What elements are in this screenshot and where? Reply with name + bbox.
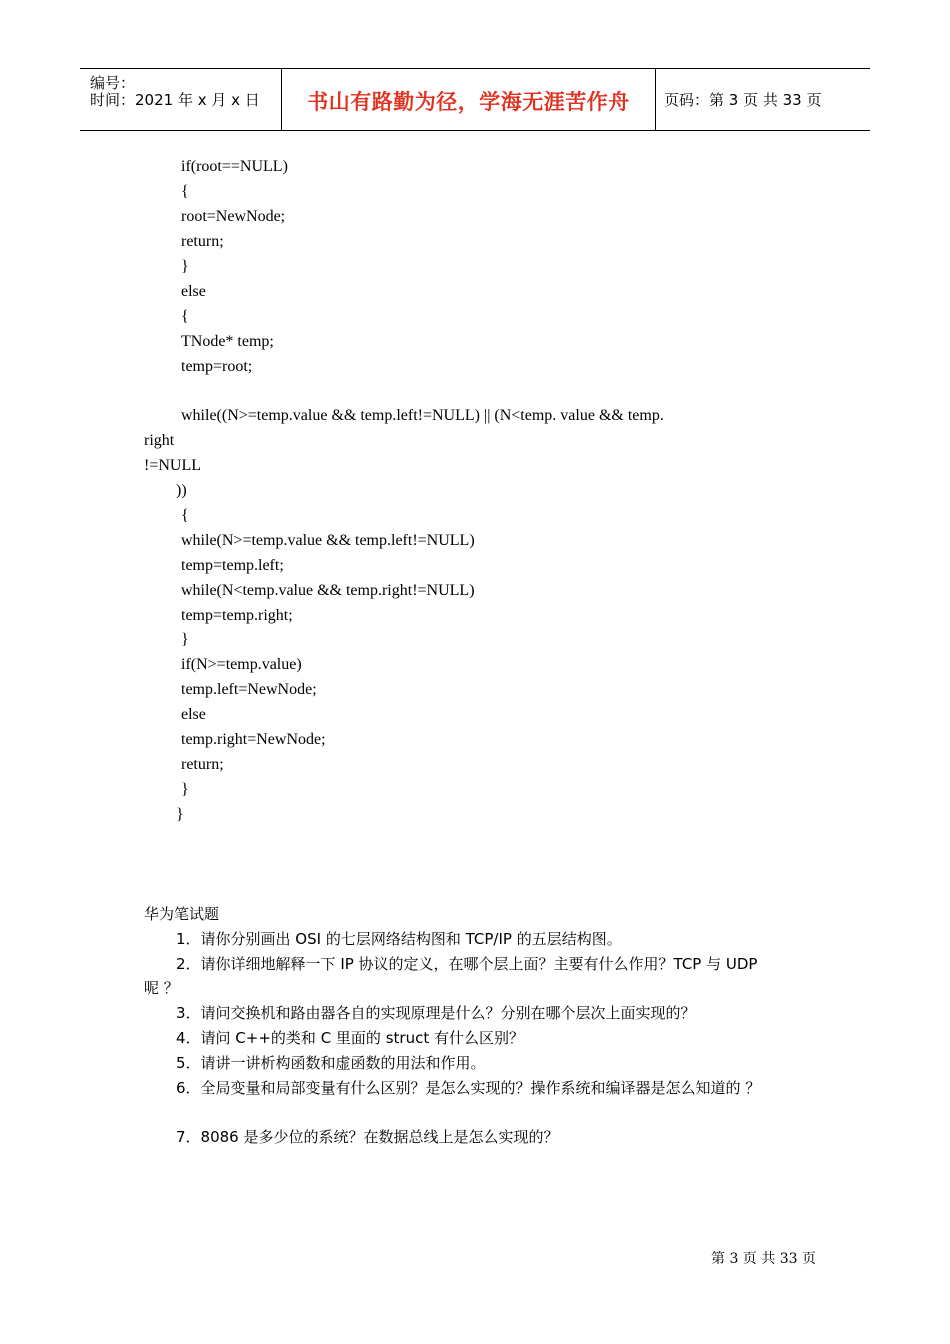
code-line: right xyxy=(144,432,175,449)
question-item: 6．全局变量和局部变量有什么区别？是怎么实现的？操作系统和编译器是怎么知道的 ？ xyxy=(176,1079,761,1097)
code-line: { xyxy=(181,308,189,325)
code-line: else xyxy=(181,283,206,300)
page-footer: 第 3 页 共 33 页 xyxy=(711,1251,816,1267)
code-line: else xyxy=(181,706,206,723)
code-line: !=NULL xyxy=(144,457,202,474)
code-line: temp.right=NewNode; xyxy=(181,731,326,748)
code-line: temp=root; xyxy=(181,358,253,375)
code-line: } xyxy=(181,781,189,798)
header-motto-cell xyxy=(281,69,656,130)
code-line: { xyxy=(181,507,189,524)
question-item: 4．请问 C++的类和 C 里面的 struct 有什么区别？ xyxy=(176,1029,524,1047)
code-line: temp=temp.left; xyxy=(181,557,284,574)
time-label: 时间：2021 年 x 月 x 日 xyxy=(90,91,260,109)
section-title: 华为笔试题 xyxy=(144,905,220,923)
code-line: if(N>=temp.value) xyxy=(181,656,302,673)
question-item: 1．请你分别画出 OSI 的七层网络结构图和 TCP/IP 的五层结构图。 xyxy=(176,930,622,948)
question-item: 7．8086 是多少位的系统？在数据总线上是怎么实现的？ xyxy=(176,1128,559,1146)
code-line: )) xyxy=(176,482,187,499)
code-line: TNode* temp; xyxy=(181,333,274,350)
code-line: temp=temp.right; xyxy=(181,607,293,624)
motto: 书山有路勤为径，学海无涯苦作舟 xyxy=(307,90,630,114)
number-label: 编号： xyxy=(90,74,136,92)
code-line: temp.left=NewNode; xyxy=(181,681,317,698)
code-line: } xyxy=(176,806,184,823)
page-label: 页码：第 3 页 共 33 页 xyxy=(664,91,822,109)
question-item: 2．请你详细地解释一下 IP 协议的定义，在哪个层上面？主要有什么作用？TCP 与 UDP xyxy=(176,955,758,973)
code-line: { xyxy=(181,183,189,200)
question-item: 5．请讲一讲析构函数和虚函数的用法和作用。 xyxy=(176,1054,486,1072)
question-item: 呢 ？ xyxy=(144,979,179,997)
code-line: while(N>=temp.value && temp.left!=NULL) xyxy=(181,532,475,549)
question-item: 3．请问交换机和路由器各自的实现原理是什么？分别在哪个层次上面实现的？ xyxy=(176,1004,696,1022)
code-line: root=NewNode; xyxy=(181,208,286,225)
code-line: } xyxy=(181,258,189,275)
code-line: if(root==NULL) xyxy=(181,158,288,175)
code-line: return; xyxy=(181,756,224,773)
code-line: return; xyxy=(181,233,224,250)
code-line: while(N<temp.value && temp.right!=NULL) xyxy=(181,582,475,599)
code-line: while((N>=temp.value && temp.left!=NULL) || (N<temp. value && temp. xyxy=(181,407,664,424)
header-right-cell xyxy=(655,69,870,130)
header-left-cell xyxy=(80,69,281,130)
code-line: } xyxy=(181,631,189,648)
page-header xyxy=(80,68,870,131)
